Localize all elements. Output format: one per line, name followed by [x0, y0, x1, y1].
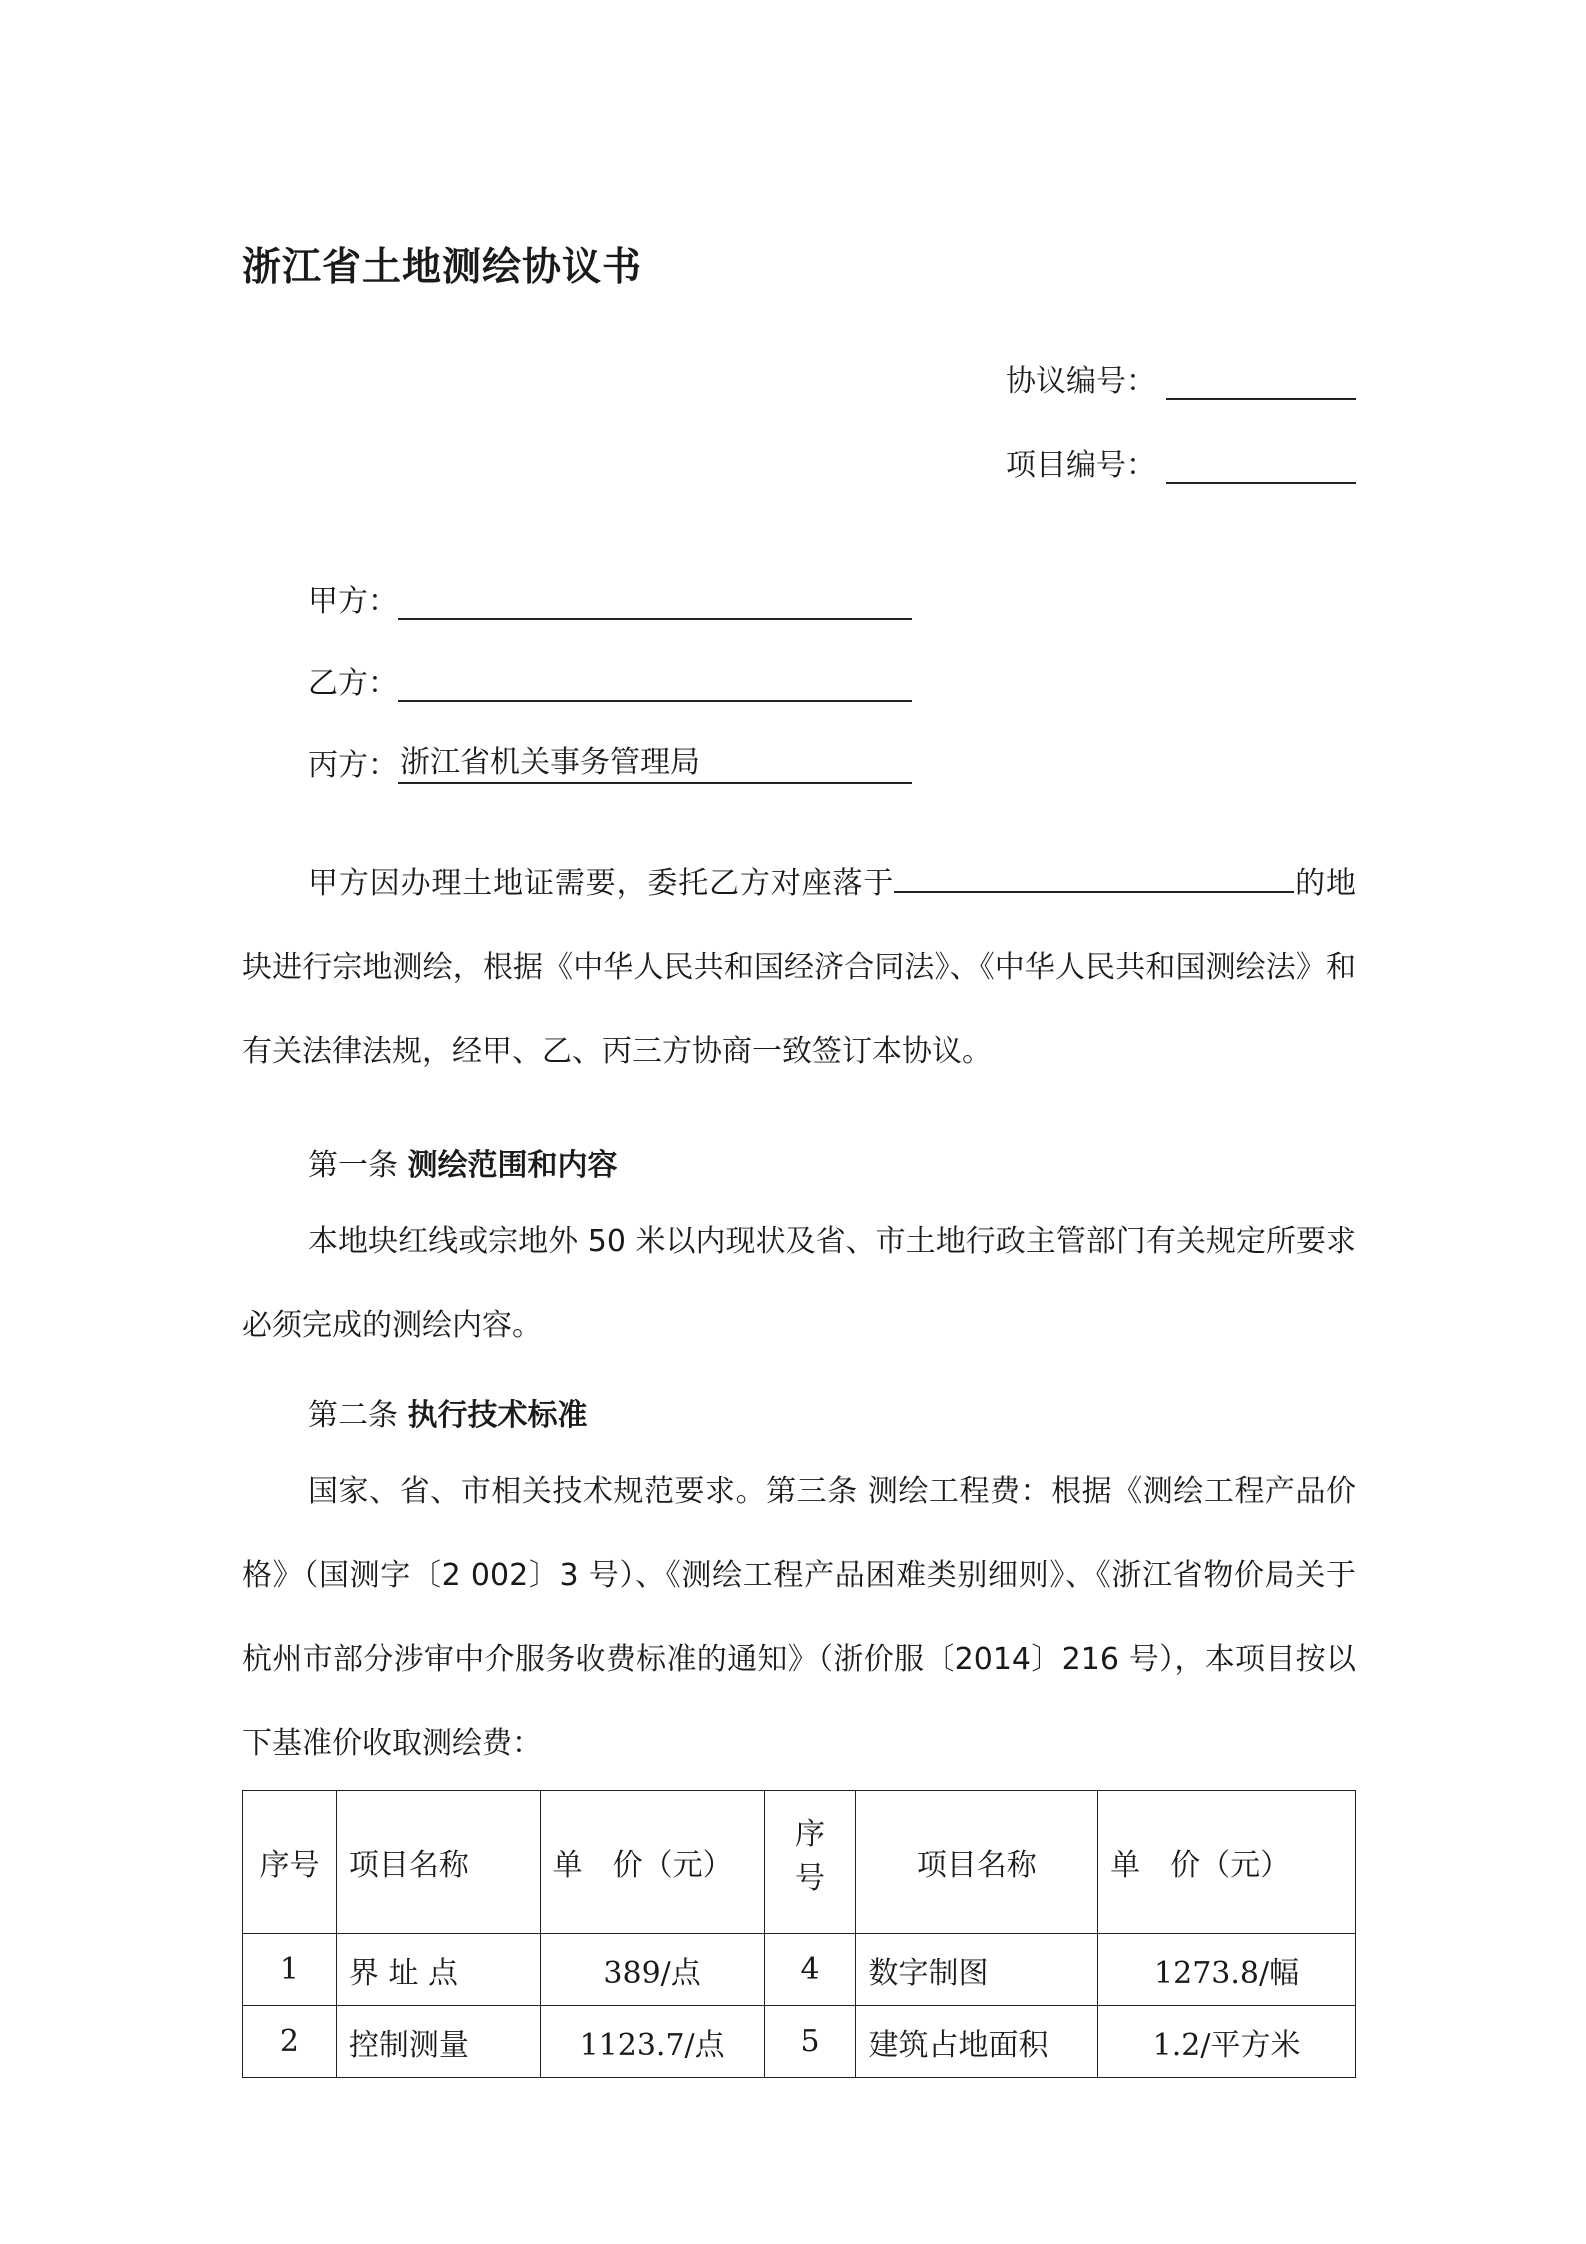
party-b-row [308, 658, 912, 702]
party-a-row [308, 576, 912, 620]
fee-table-header-row [243, 1791, 1356, 1934]
party-c-row [308, 740, 912, 784]
party-c-label: 丙方： [308, 748, 398, 783]
header-item-name-1: 项目名称 [336, 1791, 540, 1934]
party-a-label: 甲方： [308, 584, 398, 619]
header-unit-price-2: 单 价（元） [1098, 1791, 1356, 1934]
article-2-heading [308, 1390, 588, 1434]
row-unit-price: 389/点 [540, 1934, 764, 2006]
article-1-paragraph [242, 1200, 1356, 1368]
header-unit-price-1: 单 价（元） [540, 1791, 764, 1934]
header-index-2: 序 号 [764, 1791, 856, 1934]
party-b-label: 乙方： [308, 666, 398, 701]
article-1-body: 本地块红线或宗地外 50 米以内现状及省、市土地行政主管部门有关规定所要求必须完成的测绘内容。 [242, 1224, 1356, 1343]
party-b-blank [398, 662, 912, 702]
table-row [243, 1934, 1356, 2006]
row-index: 4 [764, 1934, 856, 2006]
row-item-name: 界 址 点 [336, 1934, 540, 2006]
row-unit-price: 1273.8/幅 [1098, 1934, 1356, 2006]
intro-paragraph [242, 842, 1356, 1094]
project-number-label: 项目编号： [1006, 448, 1156, 483]
table-row [243, 2006, 1356, 2078]
row-index: 2 [243, 2006, 337, 2078]
article-2-title: 执行技术标准 [407, 1398, 588, 1433]
row-unit-price: 1.2/平方米 [1098, 2006, 1356, 2078]
article-1-heading [308, 1140, 618, 1184]
article-2-paragraph [242, 1450, 1356, 1786]
intro-text-part2: 的地块进行宗地测绘，根据《中华人民共和国经济合同法》、《中华人民共和国测绘法》和有关法律法规，经甲、乙、丙三方协商一致签订本协议。 [242, 866, 1357, 1069]
agreement-number-label: 协议编号： [1006, 364, 1156, 399]
location-blank [894, 861, 1294, 893]
project-number-blank [1166, 446, 1356, 484]
agreement-number-blank [1166, 362, 1356, 400]
header-index-1: 序号 [243, 1791, 337, 1934]
article-2-body: 国家、省、市相关技术规范要求。第三条 测绘工程费：根据《测绘工程产品价格》（国测字〔2 002〕3 号）、《测绘工程产品困难类别细则》、《浙江省物价局关于杭州市部分涉审中介服务收费标准的通知》（浙价服〔2014〕216 号），本项目按以下基准价收取测绘费： [242, 1474, 1356, 1761]
document-title: 浙江省土地测绘协议书 [242, 245, 643, 290]
row-index: 5 [764, 2006, 856, 2078]
row-index: 1 [243, 1934, 337, 2006]
row-item-name: 建筑占地面积 [856, 2006, 1098, 2078]
row-item-name: 控制测量 [336, 2006, 540, 2078]
party-c-value: 浙江省机关事务管理局 [398, 744, 912, 784]
row-unit-price: 1123.7/点 [540, 2006, 764, 2078]
header-item-name-2: 项目名称 [856, 1791, 1098, 1934]
row-item-name: 数字制图 [856, 1934, 1098, 2006]
project-number-row [1006, 440, 1356, 484]
party-a-blank [398, 580, 912, 620]
article-1-title: 测绘范围和内容 [407, 1148, 618, 1183]
intro-text-part1: 甲方因办理土地证需要，委托乙方对座落于 [308, 866, 895, 901]
fee-table [242, 1790, 1356, 2078]
article-2-label: 第二条 [308, 1398, 398, 1433]
agreement-number-row [1006, 356, 1356, 400]
article-1-label: 第一条 [308, 1148, 398, 1183]
